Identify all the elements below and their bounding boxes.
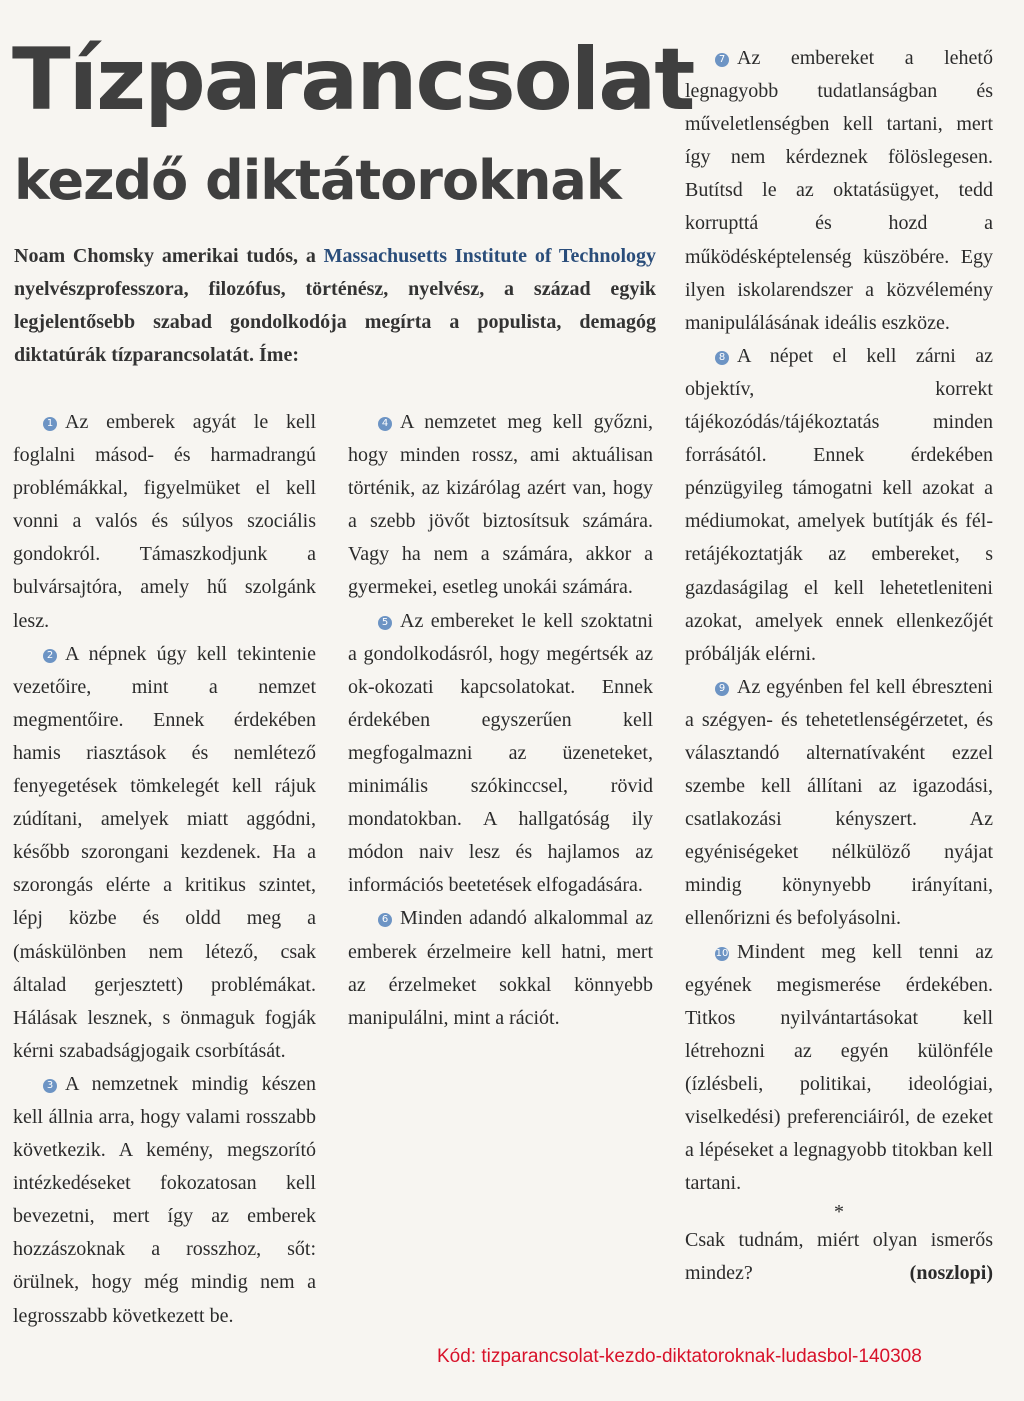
number-badge: 10 — [715, 947, 729, 959]
lead-text-2: nyelvészprofesszora, filozófus, történész, nyelvész, a század egyik legjelentősebb szabad gondolkodója megírta a populista, demagóg diktatúrák tízparancsolatát. Íme: — [14, 278, 656, 366]
author-signature: (noszlopi) — [909, 1262, 993, 1285]
point-text: Minden adandó alkalommal az emberek érzelmeire kell hatni, mert az érzelmeket sokkal könnyebb manipulálni, mint a rációt. — [348, 907, 653, 1029]
point-9 — [685, 671, 993, 936]
point-text: A nemzetet meg kell győzni, hogy minden rossz, ami aktuálisan történik, az kizárólag azért van, hogy a szebb jövőt biztosítsuk számára. Vagy ha nem a számára, akkor a gyermekei, esetleg unokái számára. — [348, 411, 653, 599]
point-1 — [13, 406, 316, 638]
point-2 — [13, 638, 316, 1068]
point-text: A népet el kell zárni az objektív, korrekt tájékozódás/tájékoztatás minden forrásától. Ennek érdekében pénzügyileg támogatni kell azokat a médiumokat, amelyek butítják és félretájékoztatják az embereket, s gazdaságilag el kell lehetetleniteni azokat, amelyek ennek ellenkezőjét próbálják elérni. — [685, 344, 993, 665]
closing-text: Csak tudnám, miért olyan ismerős mindez? — [685, 1229, 993, 1285]
number-badge: 1 — [43, 417, 57, 431]
column-3 — [685, 42, 993, 1290]
point-text: Az egyénben fel kell ébreszteni a szégyen- és tehetetlenségérzetet, és választandó alternatívaként ezzel szembe kell állítani az igazodási, csatlakozási kényszert. Az egyéniségeket nélkülöző nyájat mindig könynyebb irányítani, ellenőrizni és befolyásolni. — [685, 675, 993, 930]
point-6 — [348, 902, 653, 1034]
point-4 — [348, 406, 653, 605]
point-text: Az embereket a lehető legnagyobb tudatlanságban és műveletlenségben kell tartani, mert így nem kérdeznek fölöslegesen. Butítsd le az oktatásügyet, tedd korrupttá és hozd a működésképtelenség küszöbére. Egy ilyen iskolarendszer a közvélemény manipulálásának ideális eszköze. — [685, 47, 993, 334]
number-badge: 8 — [715, 351, 729, 365]
number-badge: 5 — [378, 616, 392, 630]
number-badge: 2 — [43, 649, 57, 663]
point-8 — [685, 340, 993, 671]
lead-text-1: Noam Chomsky amerikai tudós, a — [14, 245, 324, 267]
separator-star: * — [834, 1201, 844, 1224]
point-10 — [685, 936, 993, 1201]
column-2 — [348, 406, 653, 1035]
article-title: Tízparancsolat — [12, 30, 694, 130]
closing-remark — [685, 1224, 993, 1290]
article-subtitle: kezdő diktátoroknak — [14, 149, 621, 212]
point-text: Az embereket le kell szoktatni a gondolkodásról, hogy megértsék az ok-okozati kapcsolatokat. Ennek érdekében egyszerűen kell megfogalmazni az üzeneteket, minimális szókinccsel, rövid mondatokban. A hallgatóság ily módon naiv lesz és hajlamos az információs beetetések elfogadására. — [348, 609, 653, 897]
point-5 — [348, 605, 653, 903]
point-7 — [685, 42, 993, 340]
number-badge: 4 — [378, 417, 392, 431]
number-badge: 3 — [43, 1079, 57, 1093]
column-1 — [13, 406, 316, 1333]
point-3 — [13, 1068, 316, 1333]
point-text: Mindent meg kell tenni az egyének megismerése érdekében. Titkos nyilvántartásokat kell létrehozni az egyén különféle (ízlésbeli, politikai, ideológiai, viselkedési) preferenciáiról, de ezeket a lépéseket a legnagyobb titokban kell tartani. — [685, 940, 993, 1195]
number-badge: 9 — [715, 682, 729, 696]
article-code: Kód: tizparancsolat-kezdo-diktatoroknak-ludasbol-140308 — [437, 1346, 922, 1367]
lead-highlight: Massachusetts Institute of Technology — [323, 245, 656, 267]
article-lead — [14, 240, 656, 372]
number-badge: 6 — [378, 913, 392, 927]
point-text: Az emberek agyát le kell foglalni másod- és harmadrangú problémákkal, figyelmüket el kell vonni a valós és súlyos szociális gondokról. Támaszkodjunk a bulvársajtóra, amely hű szolgánk lesz. — [13, 411, 316, 632]
point-text: A nemzetnek mindig készen kell állnia arra, hogy valami rosszabb következik. A kemény, megszorító intézkedéseket fokozatosan kell bevezetni, mert így az emberek hozzászoknak a rosszhoz, sőt: örülnek, hogy még mindig nem a legrosszabb következett be. — [13, 1072, 316, 1327]
point-text: A népnek úgy kell tekintenie vezetőire, mint a nemzet megmentőire. Ennek érdekében hamis riasztások és nemlétező fenyegetések tömkelegét kell rájuk zúdítani, amelyek miatt aggódni, később szorongani kezdenek. Ha a szorongás elérte a kritikus szintet, lépj közbe és oldd meg a (máskülönben nem létező, csak általad gerjesztett) problémákat. Hálásak lesznek, s önmaguk fogják kérni szabadságjogaik csorbítását. — [13, 642, 316, 1062]
number-badge: 7 — [715, 53, 729, 67]
